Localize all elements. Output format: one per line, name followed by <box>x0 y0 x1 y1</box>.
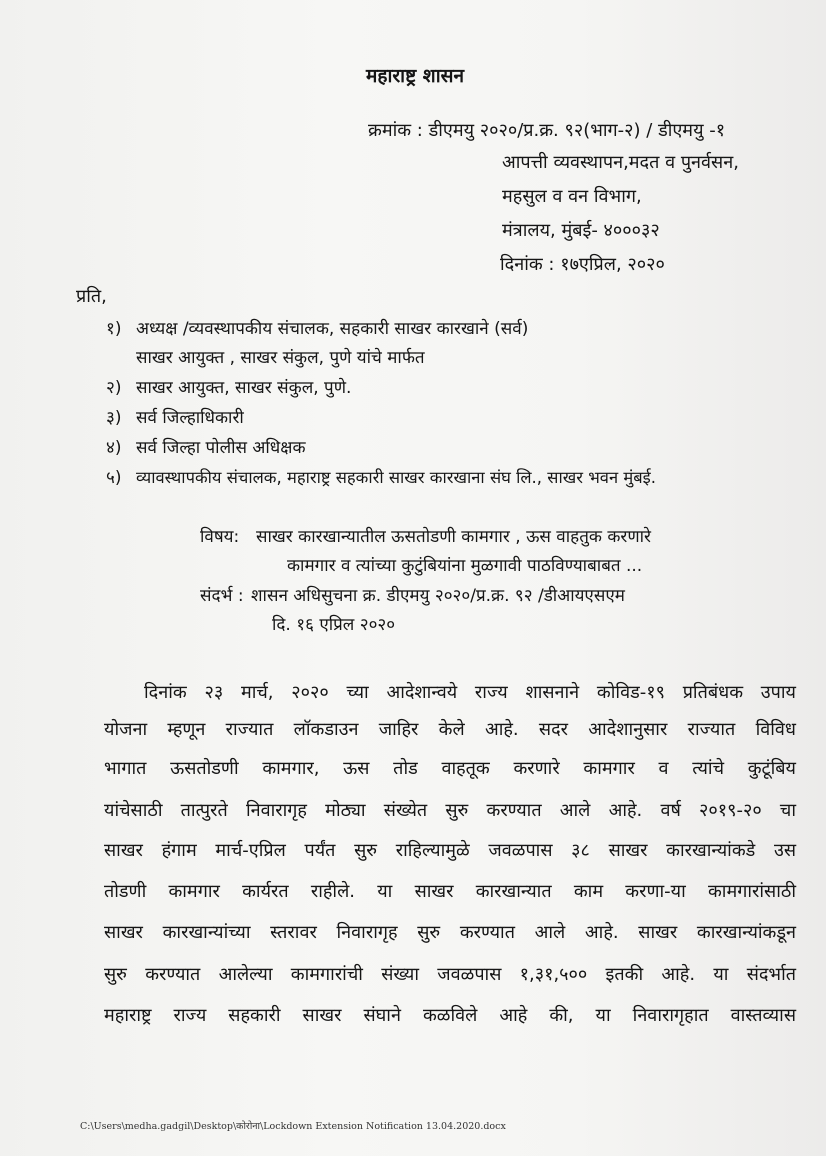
body-text-line: दिनांक २३ मार्च, २०२० च्या आदेशान्वये राज्य शासनाने कोविड-१९ प्रतिबंधक उपाय <box>144 682 796 703</box>
body-text-line: तोडणी कामगार कार्यरत राहीले. या साखर कारखान्यात काम करणा-या कामगारांसाठी <box>104 881 796 902</box>
subject-label: विषय: <box>200 527 240 547</box>
reference-line: दि. १६ एप्रिल २०२० <box>272 615 396 635</box>
reference-line: शासन अधिसुचना क्र. डीएमयु २०२०/प्र.क्र. ९२ /डीआयएसएम <box>251 586 625 606</box>
recipient-line: व्यावस्थापकीय संचालक, महाराष्ट्र सहकारी साखर कारखाना संघ लि., साखर भवन मुंबई. <box>136 468 657 487</box>
address-line-3: मंत्रालय, मुंबई- ४०००३२ <box>502 220 660 241</box>
address-line-1: आपत्ती व्यवस्थापन,मदत व पुनर्वसन, <box>502 152 739 173</box>
document-title: महाराष्ट्र शासन <box>366 65 465 87</box>
recipient-line: सर्व जिल्हा पोलीस अधिक्षक <box>136 438 306 458</box>
recipient-number: १) <box>106 319 122 339</box>
body-text-line: यांचेसाठी तात्पुरते निवारागृह मोठ्या संख्येत सुरु करण्यात आले आहे. वर्ष २०१९-२० चा <box>104 800 796 821</box>
body-text-line: सुरु करण्यात आलेल्या कामगारांची संख्या जवळपास १,३१,५०० इतकी आहे. या संदर्भात <box>104 964 796 985</box>
recipient-line: अध्यक्ष /व्यवस्थापकीय संचालक, सहकारी साखर कारखाने (सर्व) <box>136 319 529 339</box>
body-text-line: साखर हंगाम मार्च-एप्रिल पर्यंत सुरु राहिल्यामुळे जवळपास ३८ साखर कारखान्यांकडे उस <box>104 840 796 861</box>
recipient-number: ३) <box>106 408 122 428</box>
body-text-line: योजना म्हणून राज्यात लॉकडाउन जाहिर केले आहे. सदर आदेशानुसार राज्यात विविध <box>104 719 796 740</box>
recipient-number: २) <box>106 378 122 398</box>
body-text-line: महाराष्ट्र राज्य सहकारी साखर संघाने कळविले आहे की, या निवारागृहात वास्तव्यास <box>104 1005 796 1026</box>
recipient-line: साखर आयुक्त, साखर संकुल, पुणे. <box>136 378 352 398</box>
recipient-number: ४) <box>106 438 122 458</box>
recipient-line: सर्व जिल्हाधिकारी <box>136 408 244 428</box>
recipient-number: ५) <box>106 468 122 488</box>
subject-line: साखर कारखान्यातील ऊसतोडणी कामगार , ऊस वाहतुक करणारे <box>256 527 651 547</box>
recipients-label: प्रति, <box>76 286 107 307</box>
reference-number: क्रमांक : डीएमयु २०२०/प्र.क्र. ९२(भाग-२) / डीएमयु -१ <box>368 120 726 141</box>
subject-line: कामगार व त्यांच्या कुटुंबियांना मुळगावी पाठविण्याबाबत ... <box>287 556 643 576</box>
body-text-line: साखर कारखान्यांच्या स्तरावर निवारागृह सुरु करण्यात आले आहे. साखर कारखान्यांकडून <box>104 922 796 943</box>
file-path-footer: C:\Users\medha.gadgil\Desktop\कोरोना\Lockdown Extension Notification 13.04.2020.docx <box>80 1121 506 1132</box>
address-line-2: महसुल व वन विभाग, <box>502 186 642 207</box>
body-text-line: भागात ऊसतोडणी कामगार, ऊस तोड वाहतूक करणारे कामगार व त्यांचे कुटूंबिय <box>104 758 796 779</box>
recipient-line: साखर आयुक्त , साखर संकुल, पुणे यांचे मार्फत <box>136 348 425 368</box>
reference-label: संदर्भ : <box>200 586 244 606</box>
issue-date: दिनांक : १७एप्रिल, २०२० <box>500 254 665 275</box>
